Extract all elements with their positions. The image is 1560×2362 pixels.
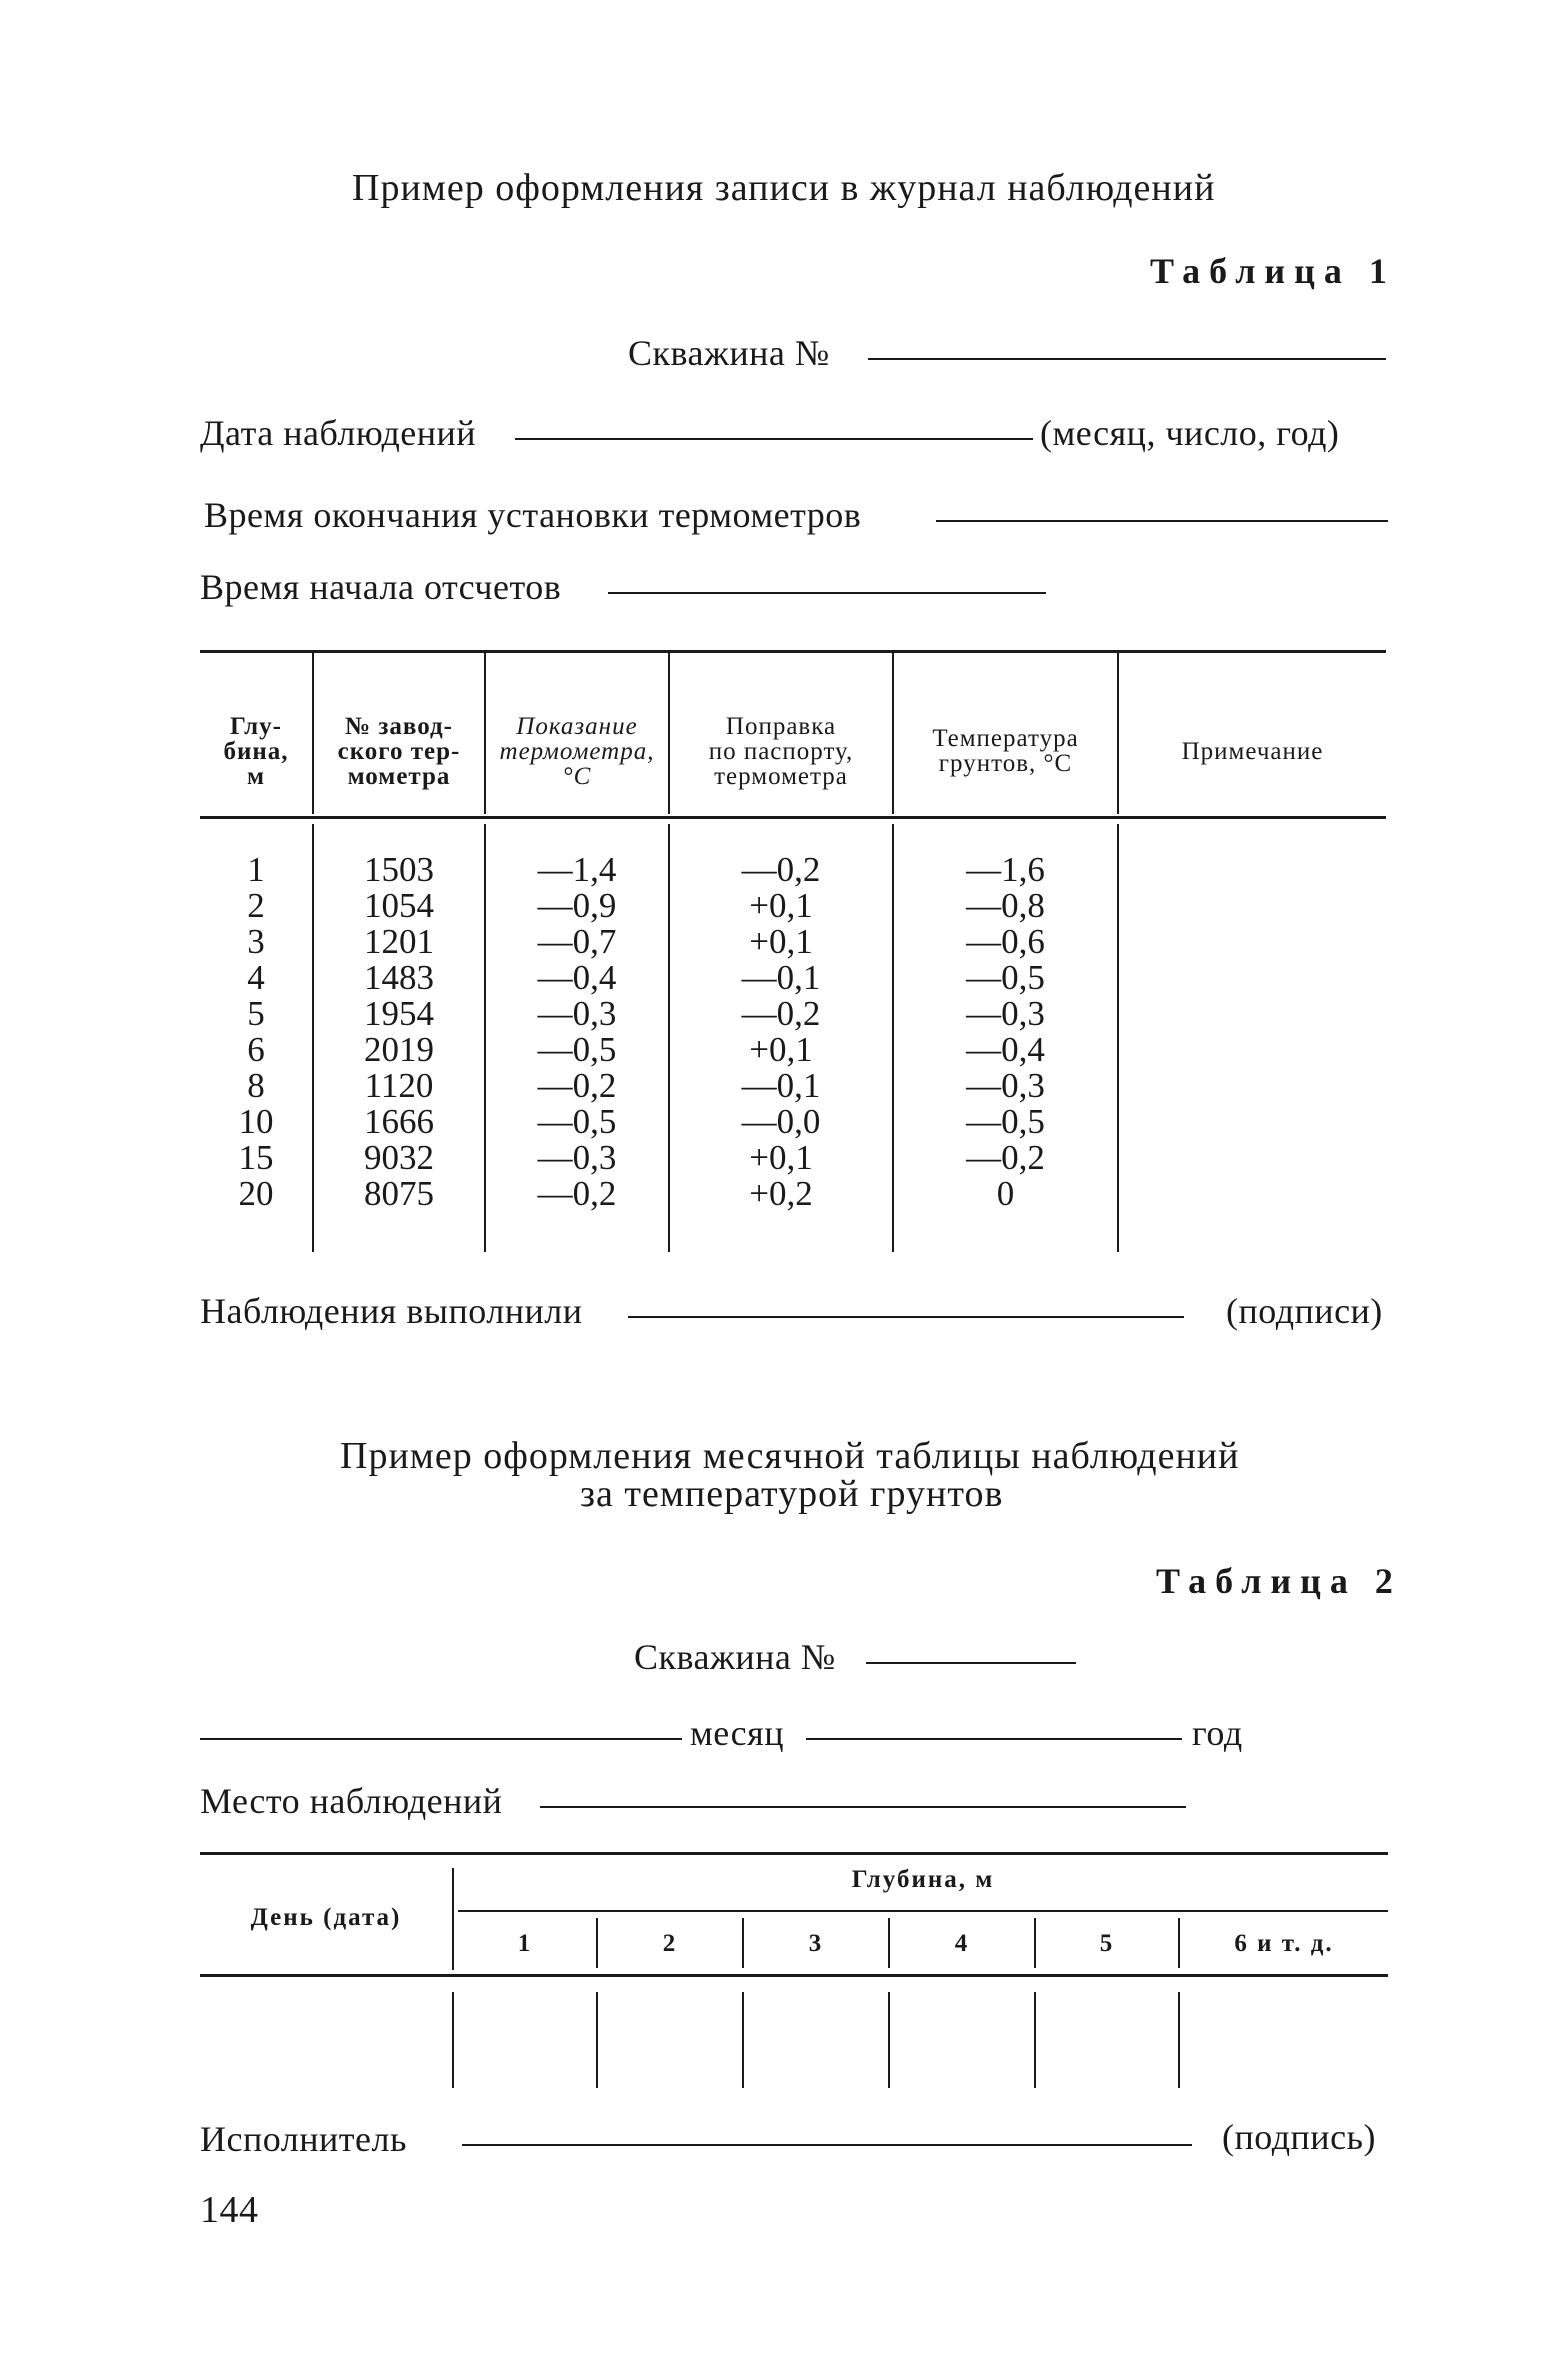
- table-cell: +0,1: [749, 886, 813, 925]
- table-cell: +0,2: [749, 1174, 813, 1213]
- performer-label: Исполнитель: [200, 2119, 407, 2159]
- table1-col-depth: [200, 852, 312, 1212]
- table-cell: —0,2: [537, 1066, 617, 1105]
- table-cell: 10: [238, 1102, 274, 1141]
- table-cell: 5: [247, 994, 265, 1033]
- table1-header-note: Примечание: [1181, 737, 1324, 765]
- table-cell: —1,6: [966, 850, 1045, 889]
- table1-header-reading: Показание термометра, °C: [499, 712, 655, 790]
- install-time-field[interactable]: [936, 520, 1388, 522]
- well-label-1: Скважина №: [628, 333, 830, 373]
- table-cell: 4: [247, 958, 265, 997]
- table-cell: 9032: [364, 1138, 434, 1177]
- table-cell: +0,1: [749, 1138, 813, 1177]
- start-time-label: Время начала отсчетов: [200, 567, 562, 607]
- table-cell: 20: [238, 1174, 274, 1213]
- table2-label: Таблица 2: [1156, 1561, 1402, 1601]
- table-cell: 0: [996, 1174, 1015, 1213]
- table-cell: —0,3: [966, 994, 1045, 1033]
- table1-header-thermometer-no: № завод- ского тер- мометра: [337, 712, 461, 790]
- place-field[interactable]: [540, 1806, 1186, 1808]
- table1-header-rule: [200, 816, 1386, 819]
- table-cell: +0,1: [749, 922, 813, 961]
- table-cell: —0,3: [537, 1138, 617, 1177]
- table-cell: —0,5: [537, 1030, 617, 1069]
- observers-label: Наблюдения выполнили: [200, 1291, 583, 1331]
- table-cell: —0,2: [966, 1138, 1045, 1177]
- table2-subheader-rule: [458, 1910, 1388, 1912]
- install-time-label: Время окончания установки термометров: [204, 495, 862, 535]
- table-cell: 1954: [364, 994, 434, 1033]
- table-cell: 1: [247, 850, 265, 889]
- date-label: Дата наблюдений: [200, 413, 477, 453]
- table2-depth-col: 3: [808, 1930, 824, 1957]
- table-cell: —0,7: [537, 922, 617, 961]
- table1-col-thermometer-no: [314, 852, 484, 1212]
- table2-header-depth: Глубина, м: [851, 1866, 995, 1893]
- table2-depth-col: 5: [1099, 1930, 1115, 1957]
- table-cell: 1666: [364, 1102, 434, 1141]
- table1-col-correction: [670, 852, 892, 1212]
- table-cell: 1120: [364, 1066, 434, 1105]
- table-cell: —0,2: [741, 994, 821, 1033]
- table-cell: —0,5: [966, 1102, 1045, 1141]
- table-cell: 3: [247, 922, 265, 961]
- table2-body-divider: [1034, 1992, 1036, 2088]
- table2-body-divider: [742, 1992, 744, 2088]
- table-cell: 8: [247, 1066, 265, 1105]
- table-cell: —0,2: [741, 850, 821, 889]
- date-hint: (месяц, число, год): [1040, 413, 1340, 453]
- table1-col-soil-temp: [894, 852, 1117, 1212]
- month-label: месяц: [690, 1713, 784, 1753]
- table2-body-divider: [596, 1992, 598, 2088]
- table2-depth-col: 6 и т. д.: [1234, 1930, 1334, 1957]
- table1-body-divider: [1117, 824, 1119, 1252]
- table2-depth-col: 2: [662, 1930, 678, 1957]
- start-time-field[interactable]: [608, 592, 1046, 594]
- date-field[interactable]: [515, 438, 1033, 440]
- table-cell: —0,8: [966, 886, 1045, 925]
- table-cell: 1483: [364, 958, 434, 997]
- table-cell: —0,2: [537, 1174, 617, 1213]
- month-field[interactable]: [200, 1738, 682, 1740]
- table-cell: —0,4: [537, 958, 617, 997]
- table-cell: 6: [247, 1030, 265, 1069]
- table2-body-divider: [1178, 1992, 1180, 2088]
- table-cell: 1503: [364, 850, 434, 889]
- place-label: Место наблюдений: [200, 1781, 503, 1821]
- table1-top-rule: [200, 650, 1386, 653]
- section1-heading: Пример оформления записи в журнал наблюдений: [352, 167, 1216, 209]
- table-cell: 1054: [364, 886, 434, 925]
- table1-label: Таблица 1: [1150, 251, 1396, 291]
- table1-header-depth: Глу- бина, м: [223, 712, 289, 790]
- section2-heading-line2: за температурой грунтов: [580, 1473, 1004, 1515]
- table-cell: 2: [247, 886, 265, 925]
- table-cell: —0,3: [537, 994, 617, 1033]
- table1-col-reading: [486, 852, 668, 1212]
- table-cell: 2019: [364, 1030, 434, 1069]
- year-label: год: [1192, 1713, 1243, 1753]
- table2-body-divider: [452, 1992, 454, 2088]
- table-cell: —0,5: [966, 958, 1045, 997]
- section2-heading-line1: Пример оформления месячной таблицы наблюдений: [340, 1435, 1240, 1477]
- page-number: 144: [200, 2189, 259, 2231]
- observers-signature-field[interactable]: [628, 1316, 1184, 1318]
- table1-header-soil-temp: Температура грунтов, °C: [932, 725, 1079, 777]
- signature-hint: (подпись): [1222, 2117, 1376, 2157]
- table-cell: —0,4: [966, 1030, 1045, 1069]
- year-field[interactable]: [806, 1738, 1182, 1740]
- performer-signature-field[interactable]: [462, 2144, 1192, 2146]
- table-cell: 15: [238, 1138, 274, 1177]
- table2-depth-col: 1: [517, 1930, 533, 1957]
- table2-top-rule: [200, 1852, 1388, 1855]
- table-cell: 8075: [364, 1174, 434, 1213]
- table2-body-divider: [888, 1992, 890, 2088]
- well-number-field-2[interactable]: [866, 1662, 1076, 1664]
- table-cell: —0,1: [741, 958, 821, 997]
- table-cell: —1,4: [537, 850, 617, 889]
- well-label-2: Скважина №: [634, 1637, 836, 1677]
- table-cell: —0,3: [966, 1066, 1045, 1105]
- table-cell: —0,9: [537, 886, 617, 925]
- signatures-hint: (подписи): [1226, 1291, 1383, 1331]
- table-cell: —0,6: [966, 922, 1045, 961]
- table1-header-correction: Поправка по паспорту, термометра: [708, 712, 854, 790]
- table-cell: —0,5: [537, 1102, 617, 1141]
- table2-depth-col: 4: [954, 1930, 970, 1957]
- table-cell: —0,0: [741, 1102, 821, 1141]
- table-cell: +0,1: [749, 1030, 813, 1069]
- table-cell: 1201: [364, 922, 434, 961]
- well-number-field-1[interactable]: [868, 358, 1386, 360]
- table-cell: —0,1: [741, 1066, 821, 1105]
- table2-header-day: День (дата): [250, 1904, 402, 1931]
- table2-header-rule: [200, 1974, 1388, 1977]
